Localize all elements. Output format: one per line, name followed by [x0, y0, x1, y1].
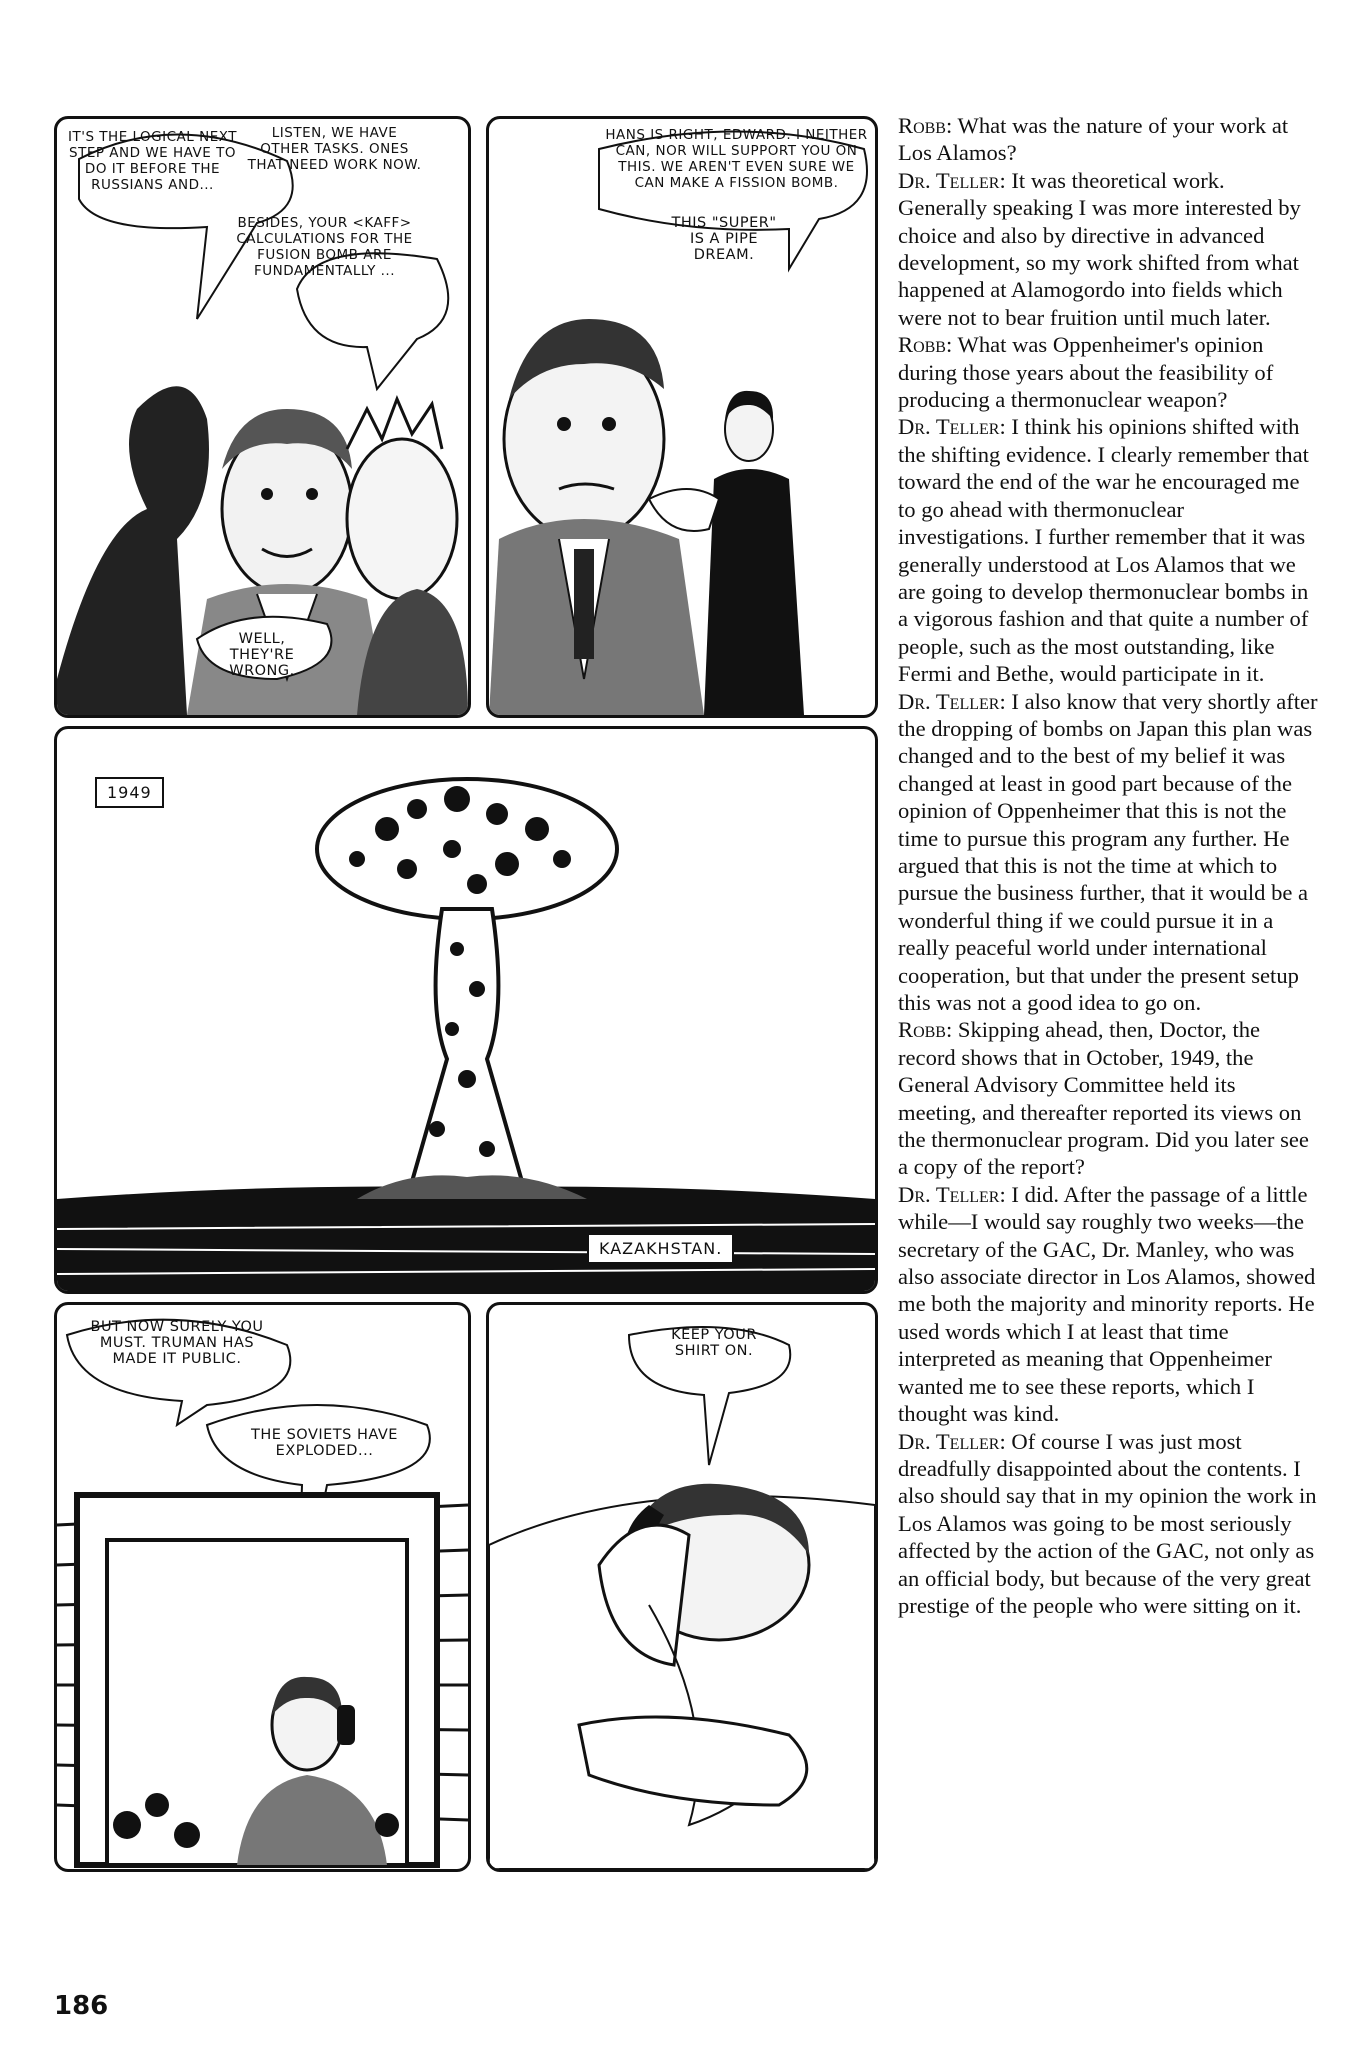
- location-caption: KAZAKHSTAN.: [587, 1233, 734, 1264]
- paragraph-text: I think his opinions shifted with the shifting evidence. I clearly remember that toward the end of the war he encouraged me to go ahead with thermonuclear investigations. I further remember that it was generally understood at Los Alamos that we are going to develop thermonuclear bombs in a vigorous fashion and that quite a number of people, such as the most outstanding, like Fermi and Bethe, would participate in it.: [898, 414, 1309, 687]
- comic-panel-4: [54, 1302, 471, 1872]
- speech-bubble: THE SOVIETS HAVE EXPLODED...: [251, 1427, 398, 1459]
- speech-bubble: IT'S THE LOGICAL NEXT STEP AND WE HAVE TO DO IT BEFORE THE RUSSIANS AND...: [68, 129, 237, 193]
- speech-bubble: KEEP YOUR SHIRT ON.: [671, 1327, 757, 1359]
- panel-4-art: [57, 1305, 468, 1869]
- comic-panel-2: [486, 116, 878, 718]
- panel-1-art: [57, 119, 468, 715]
- transcript-paragraph: [898, 413, 1318, 687]
- speech-bubble: LISTEN, WE HAVE OTHER TASKS. ONES THAT NEED WORK NOW.: [247, 125, 422, 173]
- comic-panel-3: [54, 726, 878, 1294]
- transcript-paragraph: [898, 112, 1318, 167]
- paragraph-text: Of course I was just most dreadfully disappointed about the contents. I also should say that in my opinion the work in Los Alamos was going to be most seriously affected by the action of the GAC, not only as an official body, but because of the very great prestige of the people who were sitting on it.: [898, 1428, 1317, 1618]
- paragraph-text: I also know that very shortly after the dropping of bombs on Japan this plan was changed and to the best of my belief it was changed at least in good part because of the opinion of Oppenheimer that this is not the time to pursue this program any further. He argued that this is not the time at which to pursue the business further, that it would be a wonderful thing if we could pursue it in a really peaceful world under international cooperation, but that under the present setup this was not a good idea to go on.: [898, 688, 1318, 1015]
- speaker-name: Dr. Teller:: [898, 167, 1006, 193]
- paragraph-text: Skipping ahead, then, Doctor, the record shows that in October, 1949, the General Advisory Committee held its meeting, and thereafter reported its views on the thermonuclear program. Did you later see a copy of the report?: [898, 1017, 1309, 1180]
- transcript-paragraph: [898, 1428, 1318, 1620]
- speaker-name: Robb:: [898, 1017, 953, 1043]
- speaker-name: Robb:: [898, 113, 953, 138]
- paragraph-text: What was the nature of your work at Los Alamos?: [898, 113, 1289, 166]
- transcript-column: [898, 112, 1318, 1619]
- speaker-name: Robb:: [898, 332, 953, 358]
- panel-2-art: [489, 119, 875, 715]
- transcript-paragraph: [898, 1016, 1318, 1180]
- panel-5-art: [489, 1305, 875, 1869]
- speech-bubble: THIS "SUPER" IS A PIPE DREAM.: [671, 215, 777, 263]
- speech-bubble: WELL, THEY'RE WRONG.: [229, 631, 295, 679]
- page-number: 186: [54, 1991, 109, 2021]
- speaker-name: Dr. Teller:: [898, 1428, 1006, 1454]
- year-caption: 1949: [95, 777, 164, 808]
- speaker-name: Dr. Teller:: [898, 414, 1006, 440]
- transcript-paragraph: [898, 331, 1318, 413]
- speech-bubble: BESIDES, YOUR <KAFF> CALCULATIONS FOR THE FUSION BOMB ARE FUNDAMENTALLY ...: [236, 215, 413, 279]
- transcript-paragraph: [898, 1181, 1318, 1428]
- comic-panel-5: [486, 1302, 878, 1872]
- transcript-paragraph: [898, 167, 1318, 331]
- speech-bubble: BUT NOW SURELY YOU MUST. TRUMAN HAS MADE IT PUBLIC.: [90, 1319, 264, 1367]
- comic-panel-1: [54, 116, 471, 718]
- speech-bubble: HANS IS RIGHT, EDWARD. I NEITHER CAN, NOR WILL SUPPORT YOU ON THIS. WE AREN'T EVEN SURE WE CAN MAKE A FISSION BOMB.: [605, 127, 868, 191]
- panel-3-art: [57, 729, 875, 1291]
- speaker-name: Dr. Teller:: [898, 1181, 1006, 1207]
- paragraph-text: It was theoretical work. Generally speaking I was more interested by choice and also by directive in advanced development, so my work shifted from what happened at Alamogordo into fields which were not to bear fruition until much later.: [898, 167, 1301, 330]
- speaker-name: Dr. Teller:: [898, 688, 1006, 714]
- paragraph-text: What was Oppenheimer's opinion during those years about the feasibility of producing a thermonuclear weapon?: [898, 332, 1274, 413]
- paragraph-text: I did. After the passage of a little while—I would say roughly two weeks—the secretary of the GAC, Dr. Manley, who was also associate director in Los Alamos, showed me both the majority and minority reports. He used words which I at least that time interpreted as meaning that Oppenheimer wanted me to see these reports, which I thought was kind.: [898, 1181, 1316, 1427]
- transcript-paragraph: [898, 688, 1318, 1017]
